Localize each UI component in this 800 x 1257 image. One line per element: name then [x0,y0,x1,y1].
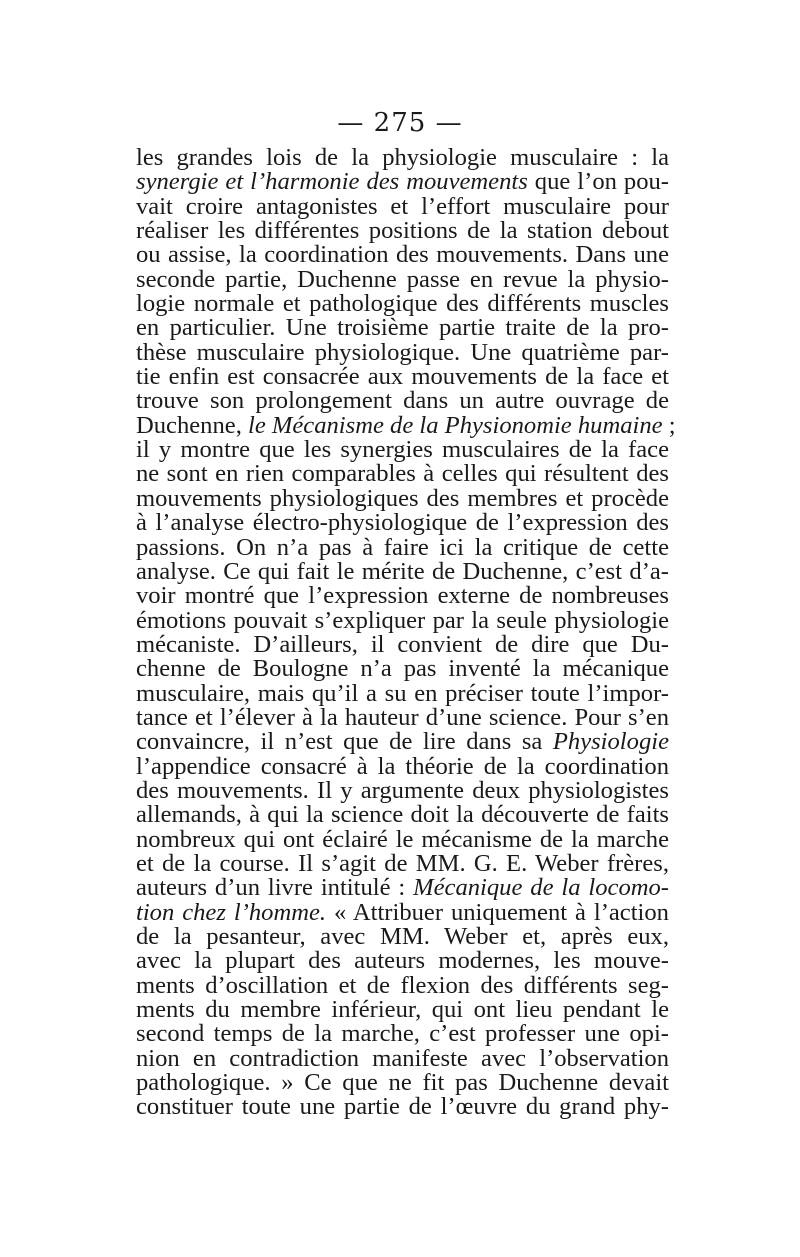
text-segment: pathologique. » Ce que ne fit pas Duchenne devait [136,1069,669,1097]
text-line [136,825,669,853]
text-segment: de la pesanteur, avec MM. Weber et, après eux, [136,923,669,950]
text-line [136,606,669,634]
text-segment: réaliser les différentes positions de la station debout [136,217,669,245]
text-line [136,338,669,366]
text-line [136,243,669,267]
text-segment: allemands, à qui la science doit la découverte de faits [136,801,669,829]
text-segment: trouve son prolongement dans un autre ouvrage de [136,387,669,415]
text-line [136,265,669,293]
text-segment: émotions pouvait s’expliquer par la seule physiologie [136,606,669,634]
text-segment: que l’on pou- [527,168,670,196]
text-line [136,292,669,316]
text-line [136,925,669,949]
text-line [136,462,669,486]
italic-text-segment: synergie et l’harmonie des mouvements [136,168,528,196]
text-line [136,192,669,220]
text-segment: ou assise, la coordination des mouvements. Dans une [136,241,669,269]
text-segment: Duchenne, [136,411,248,439]
text-line [136,511,669,535]
text-line [136,971,669,999]
text-line [136,898,669,926]
text-segment: nombreux qui ont éclairé le mécanisme de la marche [136,825,669,853]
text-line [136,1095,669,1119]
text-line [136,1071,669,1095]
text-segment: les grandes lois de la physiologie musculaire : la [136,144,669,171]
text-line [136,876,669,900]
text-segment: ments du membre inférieur, qui ont lieu pendant le [136,996,669,1024]
text-segment: mouvements physiologiques des membres et procède [136,484,669,512]
text-line [136,411,676,439]
text-segment: thèse musculaire physiologique. Une quatrième par- [136,338,669,366]
text-segment: avec la plupart des auteurs modernes, les mouve- [136,947,669,975]
text-segment: constituer toute une partie de l’œuvre du grand phy- [136,1093,669,1121]
text-line [136,630,669,658]
text-segment: tance et l’élever à la hauteur d’une science. Pour s’en [136,703,669,731]
text-line [136,438,669,462]
text-line [136,316,669,340]
text-segment: second temps de la marche, c’est professer une opi- [136,1020,669,1048]
text-segment: ; [662,411,676,439]
text-segment: ne sont en rien comparables à celles qui résultent des [136,460,669,488]
text-segment: « Attribuer uniquement à l’action [326,898,669,926]
text-line [136,679,669,707]
text-line [136,365,669,389]
italic-text-segment: Mécanique de la locomo- [413,874,670,902]
text-line [136,803,669,827]
text-segment: tie enfin est consacrée aux mouvements de la face et [136,363,669,391]
text-segment: auteurs d’un livre intitulé : [136,874,414,902]
text-line [136,146,669,170]
text-line [136,849,669,877]
text-segment: seconde partie, Duchenne passe en revue la physio- [136,265,669,293]
text-line [136,776,669,804]
text-line [136,484,669,512]
text-segment: chenne de Boulogne n’a pas inventé la mécanique [136,655,669,683]
text-line [136,752,669,780]
text-line [136,1044,669,1072]
text-segment: analyse. Ce qui fait le mérite de Duchenne, c’est d’a- [136,557,669,585]
text-segment: voir montré que l’expression externe de nombreuses [136,582,669,610]
text-line [136,389,669,413]
text-line [136,949,669,973]
text-segment: en particulier. Une troisième partie traite de la pro- [136,314,669,342]
italic-text-segment: tion chez l’homme. [136,898,327,926]
italic-text-segment: Physiologie [552,728,669,756]
text-line [136,219,669,243]
text-segment: il y montre que les synergies musculaires de la face [136,436,669,464]
page-number: — 275 — [337,108,463,138]
text-segment: mécaniste. D’ailleurs, il convient de dire que Du- [136,630,669,658]
text-segment: logie normale et pathologique des différents muscles [136,290,669,318]
text-segment: nion en contradiction manifeste avec l’observation [136,1044,669,1072]
text-line [136,703,669,731]
text-segment: l’appendice consacré à la théorie de la coordination [136,752,669,780]
text-segment: convaincre, il n’est que de lire dans sa [136,728,553,756]
text-segment: passions. On n’a pas à faire ici la critique de cette [136,533,669,561]
body-text [136,144,676,1121]
text-line [136,557,669,585]
text-line [136,533,669,561]
text-segment: à l’analyse électro-physiologique de l’expression des [136,509,669,537]
text-line [136,730,669,754]
text-line [136,998,669,1022]
text-segment: et de la course. Il s’agit de MM. G. E. Weber frères, [136,849,669,877]
text-line [136,1022,669,1046]
text-segment: vait croire antagonistes et l’effort musculaire pour [136,192,669,220]
text-line [136,657,669,681]
text-line [136,170,669,194]
text-line [136,584,669,608]
text-segment: ments d’oscillation et de flexion des différents seg- [136,971,669,999]
italic-text-segment: le Mécanisme de la Physionomie humaine [248,411,663,439]
text-segment: musculaire, mais qu’il a su en préciser toute l’impor- [136,679,669,707]
text-segment: des mouvements. Il y argumente deux physiologistes [136,776,669,804]
